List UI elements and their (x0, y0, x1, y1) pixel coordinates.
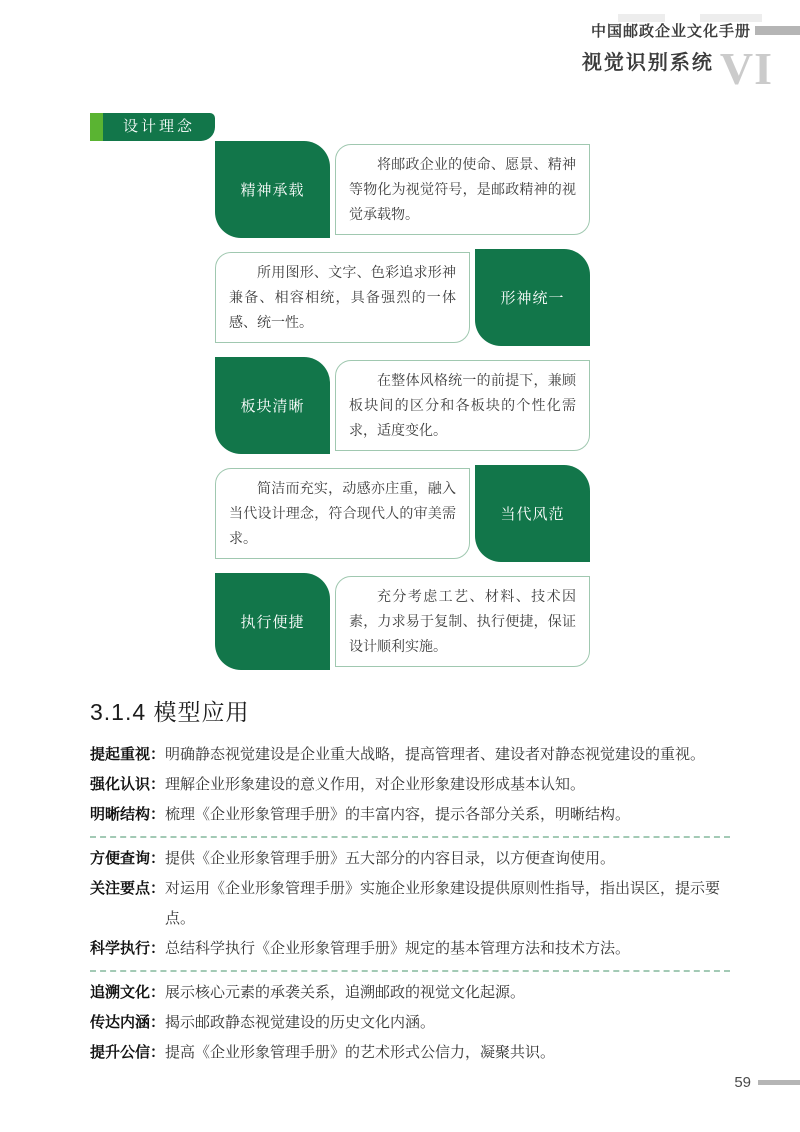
list-item-label: 关注要点： (90, 880, 166, 897)
concept-desc-box (215, 252, 470, 343)
page-number: 59 (734, 1074, 751, 1091)
list-item (90, 1038, 730, 1068)
list-item (90, 800, 730, 830)
header-bar-decoration (755, 26, 800, 35)
vi-logo: VI (719, 43, 773, 94)
list-item-text: 明确静态视觉建设是企业重大战略，提高管理者、建设者对静态视觉建设的重视。 (165, 746, 706, 763)
concept-label-box (215, 573, 330, 670)
list-item (90, 874, 730, 934)
list-item-label: 提升公信： (90, 1044, 166, 1061)
list-item (90, 844, 730, 874)
dashed-divider (90, 836, 730, 838)
concept-label-box (475, 249, 590, 346)
concept-label: 精神承载 (240, 182, 305, 199)
concept-label-box (215, 357, 330, 454)
page-footer (734, 1074, 800, 1091)
concept-label: 板块清晰 (240, 398, 305, 415)
system-subtitle: 视觉识别系统 (581, 52, 714, 74)
concept-row (215, 465, 590, 562)
list-item-text: 揭示邮政静态视觉建设的历史文化内涵。 (165, 1014, 436, 1031)
handbook-title: 中国邮政企业文化手册 (590, 23, 751, 40)
list-item (90, 1008, 730, 1038)
concept-desc-text: 将邮政企业的使命、愿景、精神等物化为视觉符号，是邮政精神的视觉承载物。 (349, 155, 576, 223)
list-item (90, 740, 730, 770)
list-item (90, 770, 730, 800)
list-item-label: 方便查询： (90, 850, 166, 867)
list-item-text: 提高《企业形象管理手册》的艺术形式公信力，凝聚共识。 (165, 1044, 556, 1061)
concept-label: 当代风范 (500, 506, 565, 523)
list-item-text: 总结科学执行《企业形象管理手册》规定的基本管理方法和技术方法。 (165, 940, 631, 957)
section-heading: 3.1.4 模型应用 (90, 699, 250, 725)
main-content (90, 113, 730, 1068)
concept-desc-text: 在整体风格统一的前提下，兼顾板块间的区分和各板块的个性化需求，适度变化。 (349, 371, 576, 439)
list-item-label: 明晰结构： (90, 806, 166, 823)
concept-row (215, 573, 590, 670)
list-item-label: 提起重视： (90, 746, 166, 763)
concept-desc-text: 充分考虑工艺、材料、技术因素，力求易于复制、执行便捷，保证设计顺利实施。 (349, 587, 576, 655)
dashed-divider (90, 970, 730, 972)
header-subtitle-row (581, 41, 773, 94)
concept-desc-box (335, 144, 590, 235)
section-label: 设计理念 (103, 113, 215, 141)
concept-desc-box (335, 576, 590, 667)
design-concepts (215, 141, 590, 670)
accent-bar (90, 113, 103, 141)
concept-desc-box (215, 468, 470, 559)
concept-desc-text: 简洁而充实，动感亦庄重，融入当代设计理念，符合现代人的审美需求。 (229, 479, 456, 547)
list-item-text: 展示核心元素的承袭关系，追溯邮政的视觉文化起源。 (165, 984, 526, 1001)
concept-row (215, 141, 590, 238)
list-item-label: 传达内涵： (90, 1014, 166, 1031)
concept-label: 执行便捷 (240, 614, 305, 631)
list-item-text: 对运用《企业形象管理手册》实施企业形象建设提供原则性指导，指出误区，提示要点。 (165, 880, 721, 927)
concept-label-box (215, 141, 330, 238)
concept-desc-box (335, 360, 590, 451)
list-item-text: 梳理《企业形象管理手册》的丰富内容，提示各部分关系，明晰结构。 (165, 806, 631, 823)
list-item-text: 提供《企业形象管理手册》五大部分的内容目录，以方便查询使用。 (165, 850, 616, 867)
list-item (90, 934, 730, 964)
concept-label-box (475, 465, 590, 562)
concept-row (215, 357, 590, 454)
list-item-label: 追溯文化： (90, 984, 166, 1001)
concept-row (215, 249, 590, 346)
concept-label: 形神统一 (500, 290, 565, 307)
list-item (90, 978, 730, 1008)
design-concept-label-row (90, 113, 730, 141)
list-item-label: 强化认识： (90, 776, 166, 793)
application-list (90, 740, 730, 1068)
list-item-text: 理解企业形象建设的意义作用，对企业形象建设形成基本认知。 (165, 776, 586, 793)
footer-bar-decoration (758, 1080, 800, 1085)
list-item-label: 科学执行： (90, 940, 166, 957)
concept-desc-text: 所用图形、文字、色彩追求形神兼备、相容相统，具备强烈的一体感、统一性。 (229, 263, 456, 331)
header (591, 20, 800, 41)
